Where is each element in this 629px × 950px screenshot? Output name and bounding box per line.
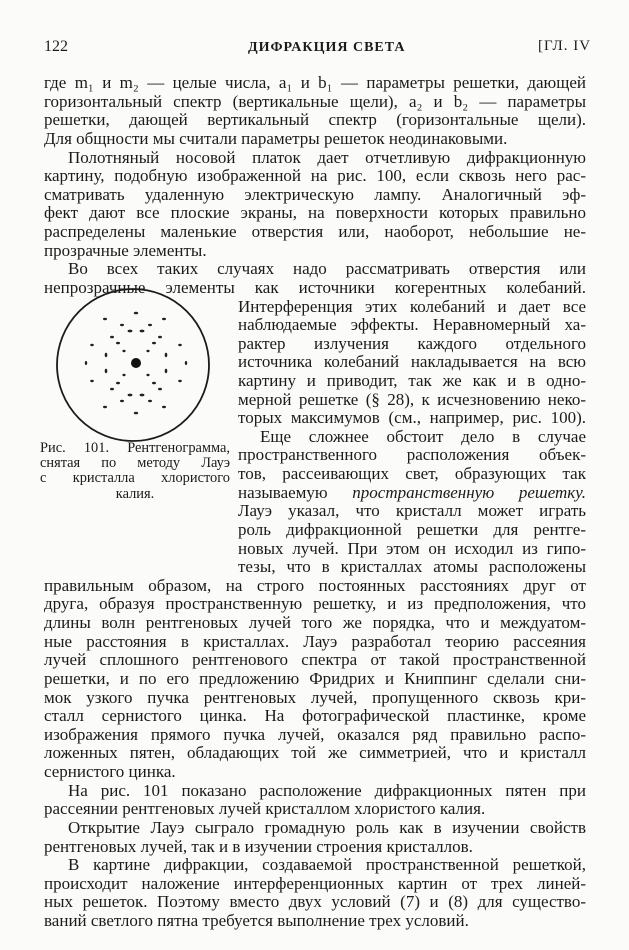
text-line: рактер излучения каждого отдельного <box>238 334 586 353</box>
text-line: рассеянии рентгеновых лучей кристаллом хлористого калия. <box>44 800 486 819</box>
text-line: Открытие Лауэ сыграло громадную роль как в изучении свойств <box>68 818 586 837</box>
text-line: Во всех таких случаях надо рассматривать отверстия или <box>68 260 586 279</box>
text-line: Полотняный носовой платок дает отчетливую дифракционную <box>68 148 586 167</box>
text-line: фект дают все плоские экраны, на поверхности которых правильно <box>44 204 586 223</box>
text-line: мерной решетке (§ 28), к исчезновению неко- <box>238 390 586 409</box>
text-line: роль дифракционной решетки для рентге- <box>238 520 586 539</box>
figure-caption-line: снятая по методу Лауэ <box>40 455 230 472</box>
text-line: лучей сплошного рентгенового спектра от такой пространственной <box>44 651 586 670</box>
text-line: тезы, что в кристаллах атомы расположены <box>238 558 586 577</box>
text-line: картину, подобную изображенной на рис. 100, если сквозь него рас- <box>44 167 586 186</box>
text-line: торых максимумов (см., например, рис. 100). <box>238 409 586 428</box>
text-line: рентгеновых лучей, так и в изучении строения кристаллов. <box>44 837 473 856</box>
text-segment: называемую <box>238 483 353 502</box>
text-line: изображения прямого пучка лучей, оказался ряд правильно распо- <box>44 725 586 744</box>
text-line: На рис. 101 показано расположение дифракционных пятен при <box>68 781 586 800</box>
text-line: новых лучей. При этом он исходил из гипо- <box>238 539 586 558</box>
text-line: ложенных пятен, обладающих той же симметрией, что и кристалл <box>44 744 586 763</box>
text-line: Интерференция этих колебаний и дает все <box>238 297 586 316</box>
text-line: ные расстояния в кристаллах. Лауэ разработал теорию рассеяния <box>44 632 586 651</box>
text-line: тов, рассеивающих свет, образующих так <box>238 465 586 484</box>
text-line: ваний светлого пятна требуется выполнение трех условий. <box>44 912 469 930</box>
text-line: ных решеток. Поэтому вместо двух условий (7) и (8) для существо- <box>44 893 586 912</box>
text-line: непрозрачные элементы как источники когерентных колебаний. <box>44 278 586 297</box>
text-line: Еще сложнее обстоит дело в случае <box>260 427 586 446</box>
text-line: решетки, и по его предложению Фридрих и Книппинг сделали сни- <box>44 669 586 688</box>
laue-pattern-figure <box>52 279 214 455</box>
text-line: сернистого цинка. <box>44 763 176 781</box>
text-line: сталл сернистого цинка. На фотографической пластинке, кроме <box>44 707 586 726</box>
text-line: друга, образуя пространственную решетку, и из предположения, что <box>44 595 586 614</box>
text-line: наблюдаемые эффекты. Неравномерный ха- <box>238 316 586 335</box>
text-line: сматривать удаленную электрическую лампу. Аналогичный эф- <box>44 185 586 204</box>
text-line: мок узкого пучка рентгеновых лучей, пропущенного сквозь кри- <box>44 688 586 707</box>
chapter-label: [ГЛ. IV <box>538 38 592 54</box>
text-line <box>238 484 586 503</box>
text-line: происходит наложение интерференционных картин от трех линей- <box>44 874 586 893</box>
figure-caption-line: с кристалла хлористого <box>40 470 230 487</box>
text-line: длины волн рентгеновых лучей того же порядка, что и междуатом- <box>44 614 586 632</box>
text-line: Для общности мы считали параметры решеток неодинаковыми. <box>44 129 508 148</box>
text-line: источника колебаний накладывается на всю <box>238 353 586 372</box>
page-number: 122 <box>44 38 68 55</box>
text-line: распределены маленькие отверстия или, наоборот, небольшие не- <box>44 223 586 241</box>
emphasized-term: пространственную решетку. <box>352 483 586 502</box>
text-line: где m₁ и m₂ — целые числа, a₁ и b₁ — параметры решетки, дающей <box>44 74 586 92</box>
text-line: правильным образом, на строго постоянных расстояниях друг от <box>44 576 586 595</box>
central-spot <box>131 358 141 368</box>
running-title: ДИФРАКЦИЯ СВЕТА <box>248 40 406 55</box>
text-line: горизонтальный спектр (вертикальные щели), a₂ и b₂ — параметры <box>44 92 586 111</box>
text-line: В картине дифракции, создаваемой пространственной решеткой, <box>68 856 586 875</box>
figure-caption-line: Рис. 101. Рентгенограмма, <box>40 440 230 457</box>
text-line: Лауэ указал, что кристалл может играть <box>238 502 586 521</box>
text-line: решетки, дающей вертикальный спектр (горизонтальные щели). <box>44 111 586 130</box>
figure-caption-line: калия. <box>115 485 155 502</box>
text-line: прозрачные элементы. <box>44 241 207 260</box>
text-line: пространственного расположения объек- <box>238 446 586 465</box>
text-line: картину и приводит, так же как и в одно- <box>238 372 586 390</box>
